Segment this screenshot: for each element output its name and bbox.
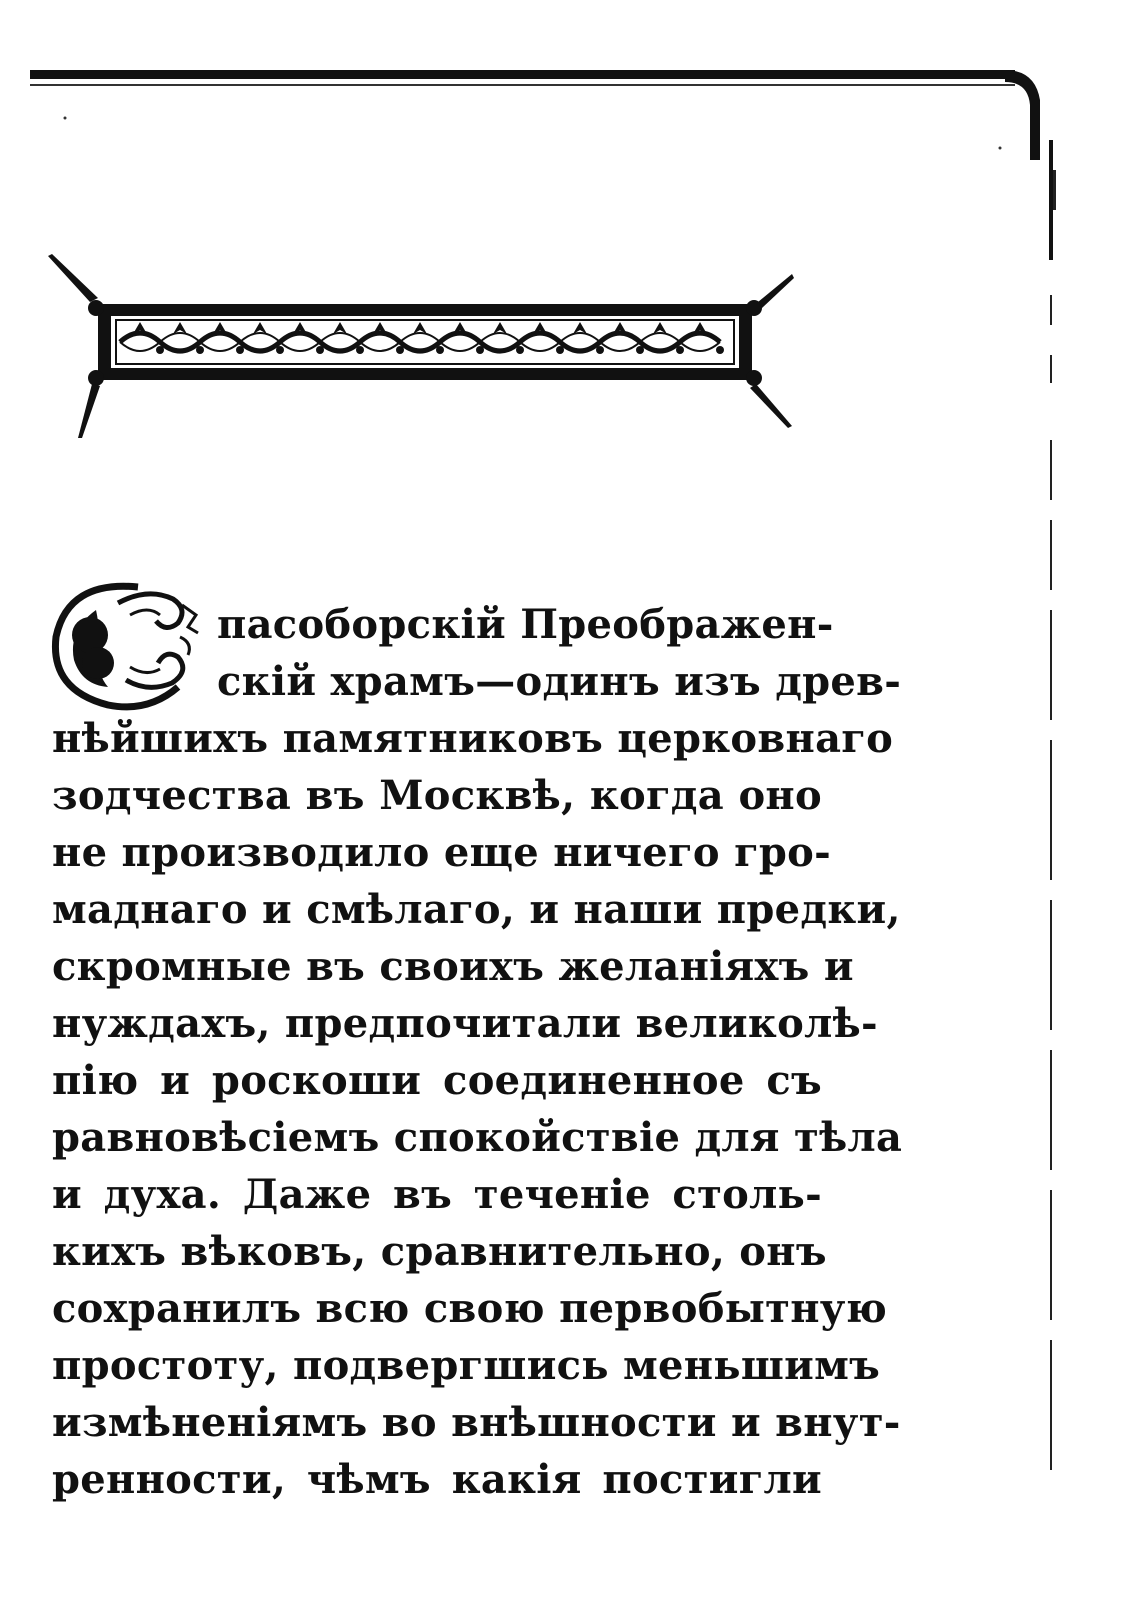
text-line: маднаго и смѣлаго, и наши предки, bbox=[52, 886, 901, 933]
text-line: нуждахъ, предпочитали великолѣ- bbox=[52, 1000, 878, 1047]
right-border-rule bbox=[1040, 140, 1080, 1540]
text-line: пiю и роскоши соединенное съ bbox=[52, 1057, 822, 1104]
text-line: скiй храмъ—одинъ изъ древ- bbox=[217, 658, 902, 705]
text-line: равновѣсiемъ спокойствiе для тѣла bbox=[52, 1114, 903, 1161]
headpiece-dot bbox=[716, 346, 724, 354]
text-line: пасоборскiй Преображен- bbox=[217, 601, 834, 648]
text-line: скромные въ своихъ желанiяхъ и bbox=[52, 943, 854, 990]
top-border-rule bbox=[0, 0, 1140, 160]
body-text bbox=[52, 596, 903, 1508]
text-line: нѣйшихъ памятниковъ церковнаго bbox=[52, 715, 894, 762]
text-line: не производило еще ничего гро- bbox=[52, 829, 832, 876]
text-line: кихъ вѣковъ, сравнительно, онъ bbox=[52, 1228, 827, 1275]
text-line: зодчества въ Москвѣ, когда оно bbox=[52, 772, 822, 819]
text-line: и духа. Даже въ теченiе столь- bbox=[52, 1171, 822, 1218]
text-line: измѣненiямъ во внѣшности и внут- bbox=[52, 1399, 901, 1446]
text-line: простоту, подвергшись меньшимъ bbox=[52, 1342, 881, 1389]
text-line: сохранилъ всю свою первобытную bbox=[52, 1285, 888, 1332]
ornamental-headpiece bbox=[40, 250, 820, 450]
text-line: ренности, чѣмъ какiя постигли bbox=[52, 1456, 822, 1503]
